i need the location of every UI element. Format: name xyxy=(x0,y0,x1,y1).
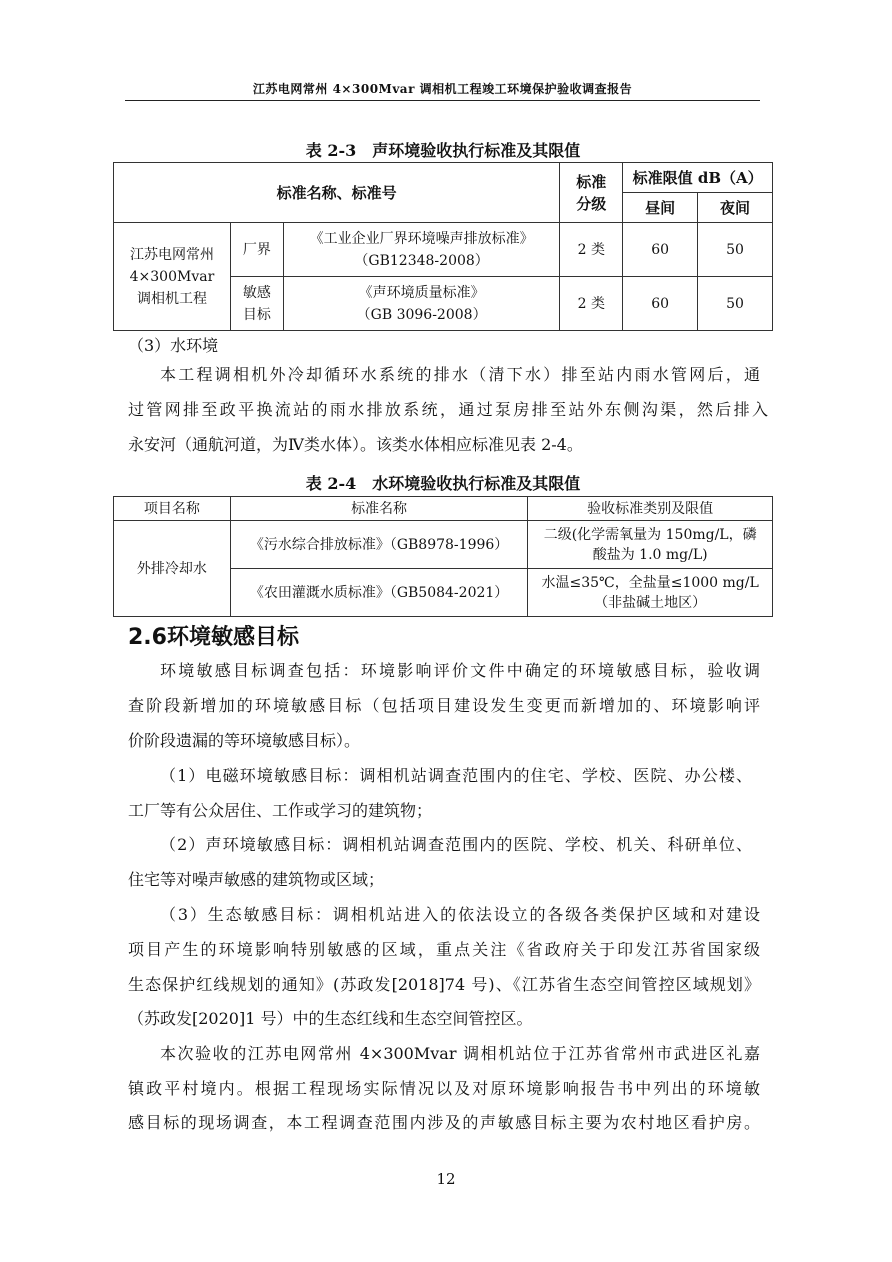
document-header: 江苏电网常州 4×300Mvar 调相机工程竣工环境保护验收调查报告 xyxy=(252,82,633,96)
paragraph-line: （苏政发[2020]1 号）中的生态红线和生态空间管控区。 xyxy=(128,1009,533,1028)
header-divider xyxy=(125,100,760,101)
paragraph-line: （3）生态敏感目标：调相机站进入的依法设立的各级各类保护区域和对建设 xyxy=(160,905,760,924)
standard-name: 《工业企业厂界环境噪声排放标准》 xyxy=(309,230,534,247)
column-header-day: 昼间 xyxy=(623,193,698,223)
column-header-standard-name: 标准名称、标准号 xyxy=(114,163,560,223)
table-2-4-caption: 表 2-4 水环境验收执行标准及其限值 xyxy=(305,474,581,493)
paragraph-line: 查阶段新增加的环境敏感目标（包括项目建设发生变更而新增加的、环境影响评 xyxy=(128,696,760,715)
grade-cell: 2 类 xyxy=(560,223,623,277)
standard-name: 《声环境质量标准》 xyxy=(358,284,485,301)
limit-cell xyxy=(528,569,773,617)
paragraph-line: 住宅等对噪声敏感的建筑物或区域； xyxy=(128,870,385,889)
area-cell: 敏感目标 xyxy=(230,277,283,331)
column-header-item: 项目名称 xyxy=(114,497,231,521)
standard-cell: 《农田灌溉水质标准》（GB5084-2021） xyxy=(230,569,528,617)
paragraph-line: 环境敏感目标调查包括：环境影响评价文件中确定的环境敏感目标，验收调 xyxy=(160,661,760,680)
limit-line-1: 水温≤35℃，全盐量≤1000 mg/L xyxy=(541,574,759,591)
paragraph-line: 镇政平村境内。根据工程现场实际情况以及对原环境影响报告书中列出的环境敏 xyxy=(128,1079,760,1098)
standard-code: （GB12348-2008） xyxy=(354,252,489,269)
column-header-grade xyxy=(560,163,623,223)
standard-code: （GB 3096-2008） xyxy=(356,306,487,323)
project-name-cell: 江苏电网常州4×300Mvar 调相机工程 xyxy=(114,223,231,331)
noise-standard-table xyxy=(113,162,773,331)
table-row xyxy=(114,223,773,277)
table-row xyxy=(114,521,773,569)
paragraph-line: 价阶段遗漏的等环境敏感目标）。 xyxy=(128,731,361,750)
day-limit-cell: 60 xyxy=(623,223,698,277)
section-title: 2.6环境敏感目标 xyxy=(128,625,299,650)
table-2-3-caption: 表 2-3 声环境验收执行标准及其限值 xyxy=(305,141,581,160)
column-header-limit: 验收标准类别及限值 xyxy=(528,497,773,521)
paragraph-line: 永安河（通航河道，为Ⅳ类水体）。该类水体相应标准见表 2-4。 xyxy=(128,435,583,454)
column-header-limit: 标准限值 dB（A） xyxy=(623,163,773,193)
paragraph-line: 过管网排至政平换流站的雨水排放系统，通过泵房排至站外东侧沟渠，然后排入 xyxy=(128,400,768,419)
area-cell: 厂界 xyxy=(230,223,283,277)
paragraph-line: 项目产生的环境影响特别敏感的区域，重点关注《省政府关于印发江苏省国家级 xyxy=(128,940,760,959)
limit-line-2: 酸盐为 1.0 mg/L) xyxy=(592,546,708,563)
column-header-standard: 标准名称 xyxy=(230,497,528,521)
limit-cell xyxy=(528,521,773,569)
grade-header-line-1: 标准 xyxy=(576,172,607,191)
night-limit-cell: 50 xyxy=(698,277,773,331)
standard-cell: 《污水综合排放标准》（GB8978-1996） xyxy=(230,521,528,569)
water-environment-heading: （3）水环境 xyxy=(128,336,219,355)
grade-header-line-2: 分级 xyxy=(576,194,607,213)
limit-line-2: （非盐碱土地区） xyxy=(594,594,707,611)
paragraph-line: 本次验收的江苏电网常州 4×300Mvar 调相机站位于江苏省常州市武进区礼嘉 xyxy=(160,1044,760,1063)
water-standard-table xyxy=(113,496,773,617)
limit-line-1: 二级(化学需氧量为 150mg/L，磷 xyxy=(543,526,757,543)
paragraph-line: 本工程调相机外冷却循环水系统的排水（清下水）排至站内雨水管网后，通 xyxy=(160,365,760,384)
paragraph-line: 生态保护红线规划的通知》(苏政发[2018]74 号)、《江苏省生态空间管控区域规划》 xyxy=(128,975,760,994)
column-header-night: 夜间 xyxy=(698,193,773,223)
grade-cell: 2 类 xyxy=(560,277,623,331)
standard-cell xyxy=(283,223,559,277)
paragraph-line: 工厂等有公众居住、工作或学习的建筑物； xyxy=(128,801,433,820)
paragraph-line: （1）电磁环境敏感目标：调相机站调查范围内的住宅、学校、医院、办公楼、 xyxy=(160,766,752,785)
page-number: 12 xyxy=(436,1170,456,1188)
standard-cell xyxy=(283,277,559,331)
day-limit-cell: 60 xyxy=(623,277,698,331)
item-name-cell: 外排冷却水 xyxy=(114,521,231,617)
night-limit-cell: 50 xyxy=(698,223,773,277)
paragraph-line: 感目标的现场调查，本工程调查范围内涉及的声敏感目标主要为农村地区看护房。 xyxy=(128,1113,760,1132)
paragraph-line: （2）声环境敏感目标：调相机站调查范围内的医院、学校、机关、科研单位、 xyxy=(160,835,752,854)
